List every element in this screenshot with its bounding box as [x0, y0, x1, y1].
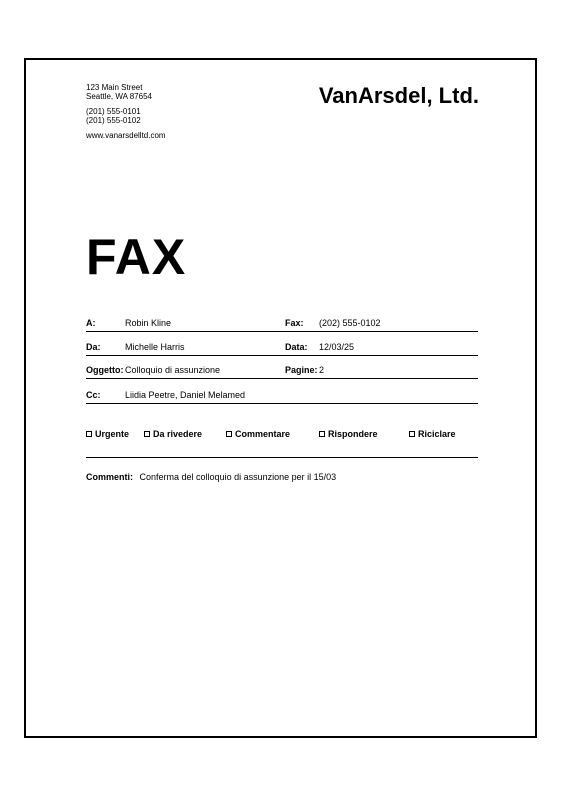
- checkbox-label: Da rivedere: [153, 429, 203, 439]
- checkbox-label: Commentare: [235, 429, 291, 439]
- from-value: Michelle Harris: [125, 342, 185, 352]
- date-value: 12/03/25: [319, 342, 355, 352]
- sender-address: [86, 83, 152, 101]
- checkbox-rispondere[interactable]: [319, 428, 378, 440]
- sender-phones: [86, 107, 141, 125]
- checkbox-box-icon[interactable]: [409, 431, 415, 437]
- date-label: Data:: [285, 342, 308, 352]
- subject-value: Colloquio di assunzione: [125, 365, 221, 375]
- checkbox-label: Riciclare: [418, 429, 456, 439]
- cc-value: Liidia Peetre, Daniel Melamed: [125, 390, 246, 400]
- to-label: A:: [86, 318, 96, 328]
- from-label: Da:: [86, 342, 101, 352]
- checkbox-box-icon[interactable]: [319, 431, 325, 437]
- pages-value: 2: [319, 365, 325, 375]
- pages-label: Pagine:: [285, 365, 318, 375]
- comments-label: Commenti:: [86, 472, 133, 482]
- comments-block: [86, 471, 336, 483]
- fax-value: (202) 555-0102: [319, 318, 381, 328]
- checkbox-box-icon[interactable]: [226, 431, 232, 437]
- checkbox-commentare[interactable]: [226, 428, 290, 440]
- fax-label: Fax:: [285, 318, 304, 328]
- sender-city: Seattle, WA 87654: [86, 92, 152, 101]
- checkbox-da-rivedere[interactable]: [144, 428, 202, 440]
- row-subject-pages: [86, 364, 478, 379]
- row-from-date: [86, 341, 478, 356]
- checkbox-label: Urgente: [95, 429, 130, 439]
- checkbox-box-icon[interactable]: [86, 431, 92, 437]
- company-name: VanArsdel, Ltd.: [318, 83, 479, 108]
- checkbox-label: Rispondere: [328, 429, 378, 439]
- checkbox-box-icon[interactable]: [144, 431, 150, 437]
- comments-divider: [86, 457, 478, 458]
- subject-label: Oggetto:: [86, 365, 124, 375]
- row-to-fax: [86, 317, 478, 332]
- checkbox-row: [86, 428, 486, 442]
- sender-phone-2: (201) 555-0102: [86, 116, 141, 125]
- sender-phone-1: (201) 555-0101: [86, 107, 141, 116]
- comments-text: Conferma del colloquio di assunzione per il 15/03: [139, 472, 337, 482]
- to-value: Robin Kline: [125, 318, 172, 328]
- cc-label: Cc:: [86, 390, 101, 400]
- fax-title: FAX: [86, 229, 187, 285]
- checkbox-urgente[interactable]: [86, 428, 129, 440]
- sender-website: www.vanarsdelltd.com: [86, 131, 166, 140]
- checkbox-riciclare[interactable]: [409, 428, 456, 440]
- sender-street: 123 Main Street: [86, 83, 143, 92]
- row-cc: [86, 389, 478, 404]
